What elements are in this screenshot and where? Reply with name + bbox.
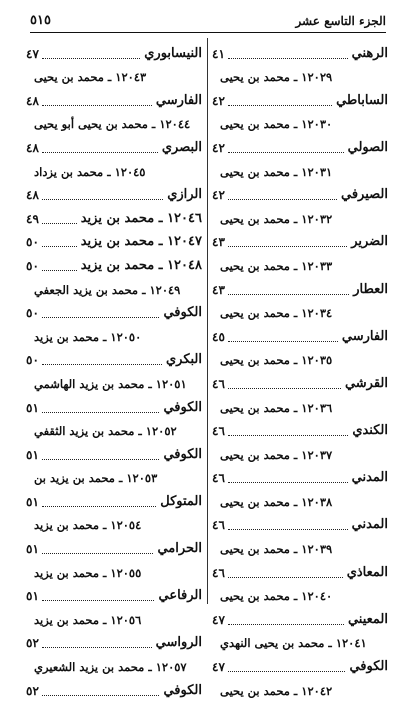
entry-name: المعاذي	[346, 564, 388, 580]
entry-page-number: ٤٢	[212, 140, 225, 155]
leader-dots	[228, 152, 344, 153]
entry-page-number: ٤١	[212, 46, 225, 61]
entry-page-number: ٥١	[26, 542, 39, 557]
entry-name: الفارسي	[155, 92, 202, 108]
leader-dots	[42, 152, 158, 153]
index-subentry	[212, 347, 388, 371]
index-subentry	[212, 158, 388, 182]
entry-text: ١٢٠٢٩ ـ محمد بن يحيى	[220, 70, 333, 85]
entry-page-number: ٥٢	[26, 636, 39, 651]
index-subentry	[26, 323, 202, 347]
entry-page-number: ٤٦	[212, 471, 225, 486]
leader-dots	[42, 647, 152, 648]
entry-name: الرفاعي	[158, 588, 202, 604]
entry-text: ١٢٠٤٦ ـ محمد بن يزيد	[80, 210, 202, 226]
entry-text: ١٢٠٤٣ ـ محمد بن يحيى	[34, 70, 147, 85]
entry-name: المتوكل	[160, 493, 202, 509]
leader-dots	[42, 459, 159, 460]
entry-page-number: ٤٨	[26, 188, 39, 203]
entry-text: ١٢٠٣٠ ـ محمد بن يحيى	[220, 117, 333, 132]
entry-name: الرهني	[351, 45, 388, 61]
entry-page-number: ٤٧	[212, 612, 225, 627]
index-entry	[212, 465, 388, 489]
entry-text: ١٢٠٥٢ ـ محمد بن يزيد الثقفي	[34, 424, 177, 439]
entry-text: ١٢٠٤٩ ـ محمد بن يزيد الجعفي	[34, 282, 181, 297]
index-subentry	[212, 252, 388, 276]
index-entry	[26, 394, 202, 418]
entry-name: الحرامي	[157, 541, 202, 557]
index-entry	[26, 583, 202, 607]
index-subentry	[26, 111, 202, 135]
entry-name: الكوفي	[163, 682, 202, 698]
entry-page-number: ٥٠	[26, 353, 39, 368]
entry-text: ١٢٠٥٥ ـ محمد بن يزيد	[34, 565, 142, 580]
entry-page-number: ٤٩	[26, 211, 39, 226]
leader-dots	[228, 388, 341, 389]
entry-text: ١٢٠٣٧ ـ محمد بن يحيى	[220, 447, 333, 462]
index-entry	[212, 418, 388, 442]
entry-page-number: ٥٠	[26, 235, 39, 250]
entry-page-number: ٤٦	[212, 424, 225, 439]
entry-text: ١٢٠٣٤ ـ محمد بن يحيى	[220, 306, 333, 321]
leader-dots	[228, 482, 348, 483]
index-entry	[212, 40, 388, 64]
index-subentry	[26, 418, 202, 442]
entry-text: ١٢٠٤١ ـ محمد بن يحيى النهدي	[220, 636, 367, 651]
index-entry	[212, 653, 388, 677]
entry-page-number: ٥١	[26, 494, 39, 509]
leader-dots	[42, 695, 159, 696]
column-divider	[207, 38, 208, 604]
entry-text: ١٢٠٣٣ ـ محمد بن يحيى	[220, 258, 333, 273]
volume-title: الجزء التاسع عشر	[295, 14, 386, 28]
entry-name: الكندي	[352, 423, 388, 439]
index-entry	[212, 323, 388, 347]
entry-text: ١٢٠٤٨ ـ محمد بن يزيد	[80, 257, 202, 273]
entry-text: ١٢٠٥٣ ـ محمد بن يزيد بن	[34, 471, 158, 486]
index-subentry	[212, 111, 388, 135]
entry-page-number: ٤٧	[212, 660, 225, 675]
index-entry	[26, 134, 202, 158]
page-header	[30, 14, 386, 33]
entry-name: الكوفي	[163, 446, 202, 462]
leader-dots	[228, 58, 348, 59]
entry-page-number: ٤٦	[212, 518, 225, 533]
entry-name: النيسابوري	[144, 45, 202, 61]
index-subentry	[26, 229, 202, 253]
index-entry	[212, 87, 388, 111]
leader-dots	[42, 270, 77, 271]
leader-dots	[228, 294, 349, 295]
leader-dots	[228, 105, 332, 106]
index-entry	[26, 182, 202, 206]
entry-name: الفارسي	[341, 328, 388, 344]
entry-page-number: ٤٦	[212, 565, 225, 580]
leader-dots	[42, 600, 154, 601]
index-subentry	[26, 512, 202, 536]
index-entry	[26, 347, 202, 371]
entry-text: ١٢٠٣٦ ـ محمد بن يحيى	[220, 400, 333, 415]
index-subentry	[212, 300, 388, 324]
entry-text: ١٢٠٥٦ ـ محمد بن يزيد	[34, 612, 142, 627]
index-subentry	[212, 205, 388, 229]
index-entry	[212, 512, 388, 536]
entry-page-number: ٤٧	[26, 46, 39, 61]
index-subentry	[26, 370, 202, 394]
leader-dots	[42, 364, 162, 365]
leader-dots	[42, 105, 152, 106]
index-subentry	[212, 64, 388, 88]
entry-name: الصيرفي	[341, 187, 388, 203]
index-entry	[26, 441, 202, 465]
index-subentry	[26, 653, 202, 677]
entry-name: الصولي	[347, 139, 388, 155]
leader-dots	[228, 341, 338, 342]
index-entry	[26, 535, 202, 559]
leader-dots	[228, 671, 345, 672]
entry-name: الكوفي	[349, 659, 388, 675]
index-column-left	[26, 40, 202, 701]
entry-page-number: ٥١	[26, 589, 39, 604]
entry-page-number: ٥٢	[26, 683, 39, 698]
index-entry	[26, 40, 202, 64]
leader-dots	[228, 199, 337, 200]
entry-text: ١٢٠٥١ ـ محمد بن يزيد الهاشمي	[34, 376, 187, 391]
leader-dots	[42, 58, 140, 59]
index-subentry	[26, 158, 202, 182]
entry-page-number: ٤٣	[212, 235, 225, 250]
entry-name: القرشي	[344, 375, 388, 391]
index-subentry	[212, 488, 388, 512]
leader-dots	[42, 317, 159, 318]
entry-text: ١٢٠٤٢ ـ محمد بن يحيى	[220, 683, 333, 698]
index-subentry	[26, 465, 202, 489]
entry-name: المدني	[351, 470, 388, 486]
index-entry	[212, 559, 388, 583]
entry-text: ١٢٠٥٤ ـ محمد بن يزيد	[34, 518, 142, 533]
entry-page-number: ٤٨	[26, 93, 39, 108]
leader-dots	[228, 529, 348, 530]
entry-page-number: ٤٣	[212, 282, 225, 297]
index-subentry	[26, 205, 202, 229]
leader-dots	[42, 223, 77, 224]
entry-page-number: ٤٢	[212, 188, 225, 203]
leader-dots	[42, 506, 156, 507]
leader-dots	[42, 553, 153, 554]
entry-name: البكري	[165, 352, 202, 368]
leader-dots	[42, 246, 77, 247]
page-number: ٥١٥	[30, 13, 51, 28]
entry-name: العطار	[353, 281, 388, 297]
entry-name: الضرير	[351, 234, 388, 250]
leader-dots	[42, 199, 163, 200]
entry-text: ١٢٠٤٥ ـ محمد بن يزداد	[34, 164, 146, 179]
index-entry	[26, 630, 202, 654]
entry-name: المدني	[351, 517, 388, 533]
entry-page-number: ٤٢	[212, 93, 225, 108]
index-entry	[26, 677, 202, 701]
leader-dots	[228, 435, 348, 436]
index-entry	[212, 276, 388, 300]
leader-dots	[228, 577, 343, 578]
entry-page-number: ٥٠	[26, 306, 39, 321]
entry-text: ١٢٠٣٢ ـ محمد بن يحيى	[220, 211, 333, 226]
entry-name: الكوفي	[163, 305, 202, 321]
entry-name: الساباطي	[336, 92, 388, 108]
entry-text: ١٢٠٤٤ ـ محمد بن يحيى أبو يحيى	[34, 117, 191, 132]
index-subentry	[212, 583, 388, 607]
entry-page-number: ٤٦	[212, 376, 225, 391]
leader-dots	[228, 246, 347, 247]
entry-text: ١٢٠٥٧ ـ محمد بن يزيد الشعيري	[34, 660, 187, 675]
index-subentry	[212, 394, 388, 418]
index-entry	[212, 134, 388, 158]
index-subentry	[26, 252, 202, 276]
index-entry	[212, 229, 388, 253]
leader-dots	[228, 624, 344, 625]
entry-text: ١٢٠٣١ ـ محمد بن يحيى	[220, 164, 333, 179]
entry-text: ١٢٠٥٠ ـ محمد بن يزيد	[34, 329, 142, 344]
index-subentry	[26, 559, 202, 583]
index-subentry	[212, 441, 388, 465]
entry-text: ١٢٠٤٧ ـ محمد بن يزيد	[80, 234, 202, 250]
entry-text: ١٢٠٣٨ ـ محمد بن يحيى	[220, 494, 333, 509]
index-entry	[26, 87, 202, 111]
entry-page-number: ٥١	[26, 447, 39, 462]
entry-name: المعيني	[347, 611, 388, 627]
entry-name: الكوفي	[163, 399, 202, 415]
entry-name: البصري	[161, 139, 202, 155]
index-column-right	[212, 40, 388, 701]
entry-page-number: ٤٥	[212, 329, 225, 344]
index-subentry	[212, 535, 388, 559]
index-entry	[212, 182, 388, 206]
index-subentry	[212, 630, 388, 654]
index-subentry	[26, 276, 202, 300]
index-entry	[26, 300, 202, 324]
index-subentry	[26, 64, 202, 88]
leader-dots	[42, 412, 159, 413]
index-subentry	[212, 677, 388, 701]
entry-name: الرازي	[167, 187, 202, 203]
entry-page-number: ٥١	[26, 400, 39, 415]
entry-name: الرواسي	[155, 635, 202, 651]
entry-text: ١٢٠٣٩ ـ محمد بن يحيى	[220, 542, 333, 557]
index-entry	[26, 488, 202, 512]
entry-page-number: ٤٨	[26, 140, 39, 155]
entry-text: ١٢٠٤٠ ـ محمد بن يحيى	[220, 589, 333, 604]
index-entry	[212, 370, 388, 394]
entry-page-number: ٥٠	[26, 258, 39, 273]
entry-text: ١٢٠٣٥ ـ محمد بن يحيى	[220, 353, 333, 368]
